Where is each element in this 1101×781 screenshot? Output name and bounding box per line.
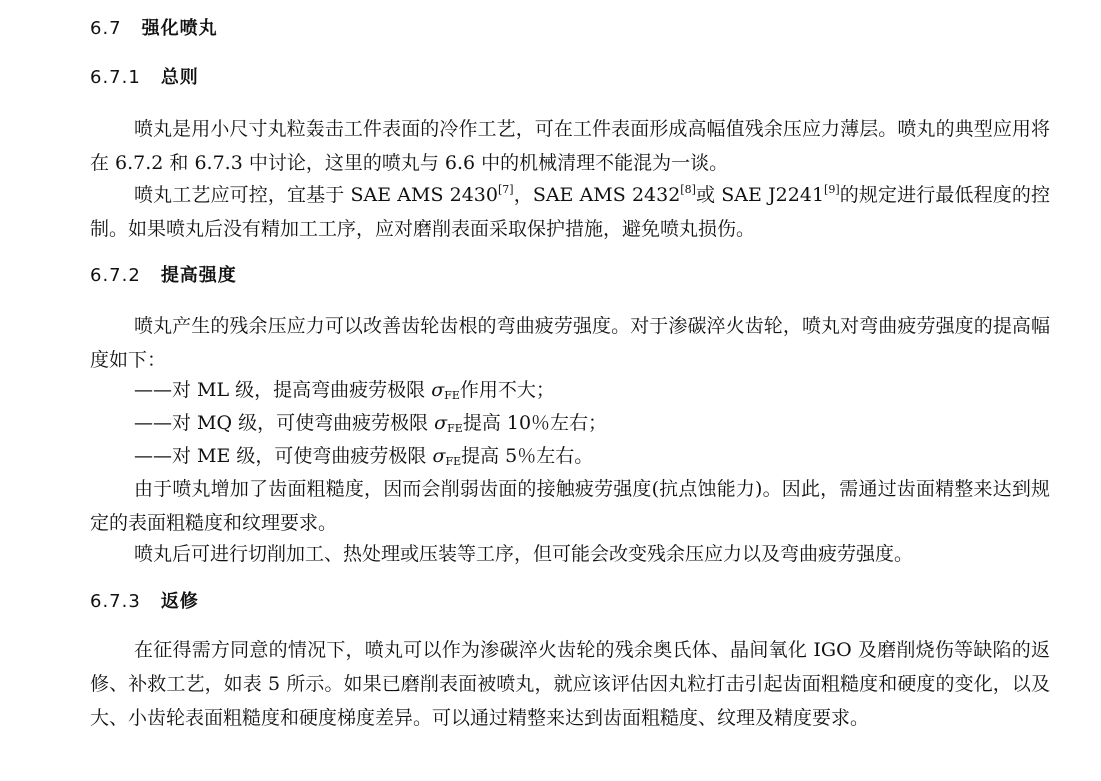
paragraph-general-2 bbox=[90, 178, 1050, 246]
text-run: 喷丸工艺应可控，宜基于 SAE AMS 2430 bbox=[134, 184, 498, 206]
text-run: ，SAE AMS 2432 bbox=[513, 184, 681, 206]
section-title: 提高强度 bbox=[160, 265, 237, 286]
section-number: 6.7.3 bbox=[90, 591, 141, 612]
sigma-symbol: σ bbox=[432, 445, 446, 467]
list-text: 提高 10％左右； bbox=[462, 412, 608, 434]
section-heading-6-7 bbox=[90, 17, 218, 41]
section-title: 总则 bbox=[160, 67, 199, 88]
paragraph-strength-3: 喷丸后可进行切削加工、热处理或压装等工序，但可能会改变残余压应力以及弯曲疲劳强度。 bbox=[134, 543, 914, 565]
citation-ref: [9] bbox=[824, 183, 840, 196]
subscript-fe: FE bbox=[447, 422, 463, 435]
section-heading-6-7-3 bbox=[90, 590, 199, 614]
citation-ref: [8] bbox=[680, 183, 696, 196]
list-text: ——对 MQ 级，可使弯曲疲劳极限 bbox=[134, 412, 435, 434]
subscript-fe: FE bbox=[445, 455, 462, 468]
section-title: 强化喷丸 bbox=[141, 18, 218, 39]
section-number: 6.7.2 bbox=[90, 265, 141, 286]
paragraph-strength-intro: 喷丸产生的残余压应力可以改善齿轮齿根的弯曲疲劳强度。对于渗碳淬火齿轮，喷丸对弯曲疲劳强度的提高幅度如下： bbox=[90, 315, 1050, 371]
section-heading-6-7-2 bbox=[90, 264, 237, 288]
paragraph-general-1: 喷丸是用小尺寸丸粒轰击工件表面的冷作工艺，可在工件表面形成高幅值残余压应力薄层。喷丸的典型应用将在 6.7.2 和 6.7.3 中讨论，这里的喷丸与 6.6 中的机械清理不能混为一谈。 bbox=[90, 118, 1050, 174]
list-text: ——对 ML 级，提高弯曲疲劳极限 bbox=[134, 379, 432, 401]
section-number: 6.7 bbox=[90, 18, 122, 39]
subscript-fe: FE bbox=[444, 389, 460, 402]
text-run: 的规定进行最低程度的控制。如果喷丸后没有精加工工序，应对磨削表面采取保护措施，避免喷丸损伤。 bbox=[90, 184, 1050, 240]
section-title: 返修 bbox=[160, 591, 199, 612]
sigma-symbol: σ bbox=[431, 379, 445, 401]
list-text: 作用不大； bbox=[459, 379, 555, 401]
list-text: ——对 ME 级，可使弯曲疲劳极限 bbox=[134, 445, 433, 467]
section-number: 6.7.1 bbox=[90, 67, 141, 88]
text-run: 或 SAE J2241 bbox=[695, 184, 825, 206]
paragraph-repair-1: 在征得需方同意的情况下，喷丸可以作为渗碳淬火齿轮的残余奥氏体、晶间氧化 IGO 及磨削烧伤等缺陷的返修、补救工艺，如表 5 所示。如果已磨削表面被喷丸，就应该评估因丸粒打击引起齿面粗糙度和硬度的变化，以及大、小齿轮表面粗糙度和硬度梯度差异。可以通过精整来达到齿面粗糙度、纹理及精度要求。 bbox=[90, 639, 1050, 729]
section-heading-6-7-1 bbox=[90, 66, 199, 90]
citation-ref: [7] bbox=[497, 183, 514, 196]
list-text: 提高 5％左右。 bbox=[461, 445, 594, 467]
sigma-symbol: σ bbox=[434, 412, 448, 434]
paragraph-strength-2: 由于喷丸增加了齿面粗糙度，因而会削弱齿面的接触疲劳强度(抗点蚀能力)。因此，需通过齿面精整来达到规定的表面粗糙度和纹理要求。 bbox=[90, 478, 1050, 534]
